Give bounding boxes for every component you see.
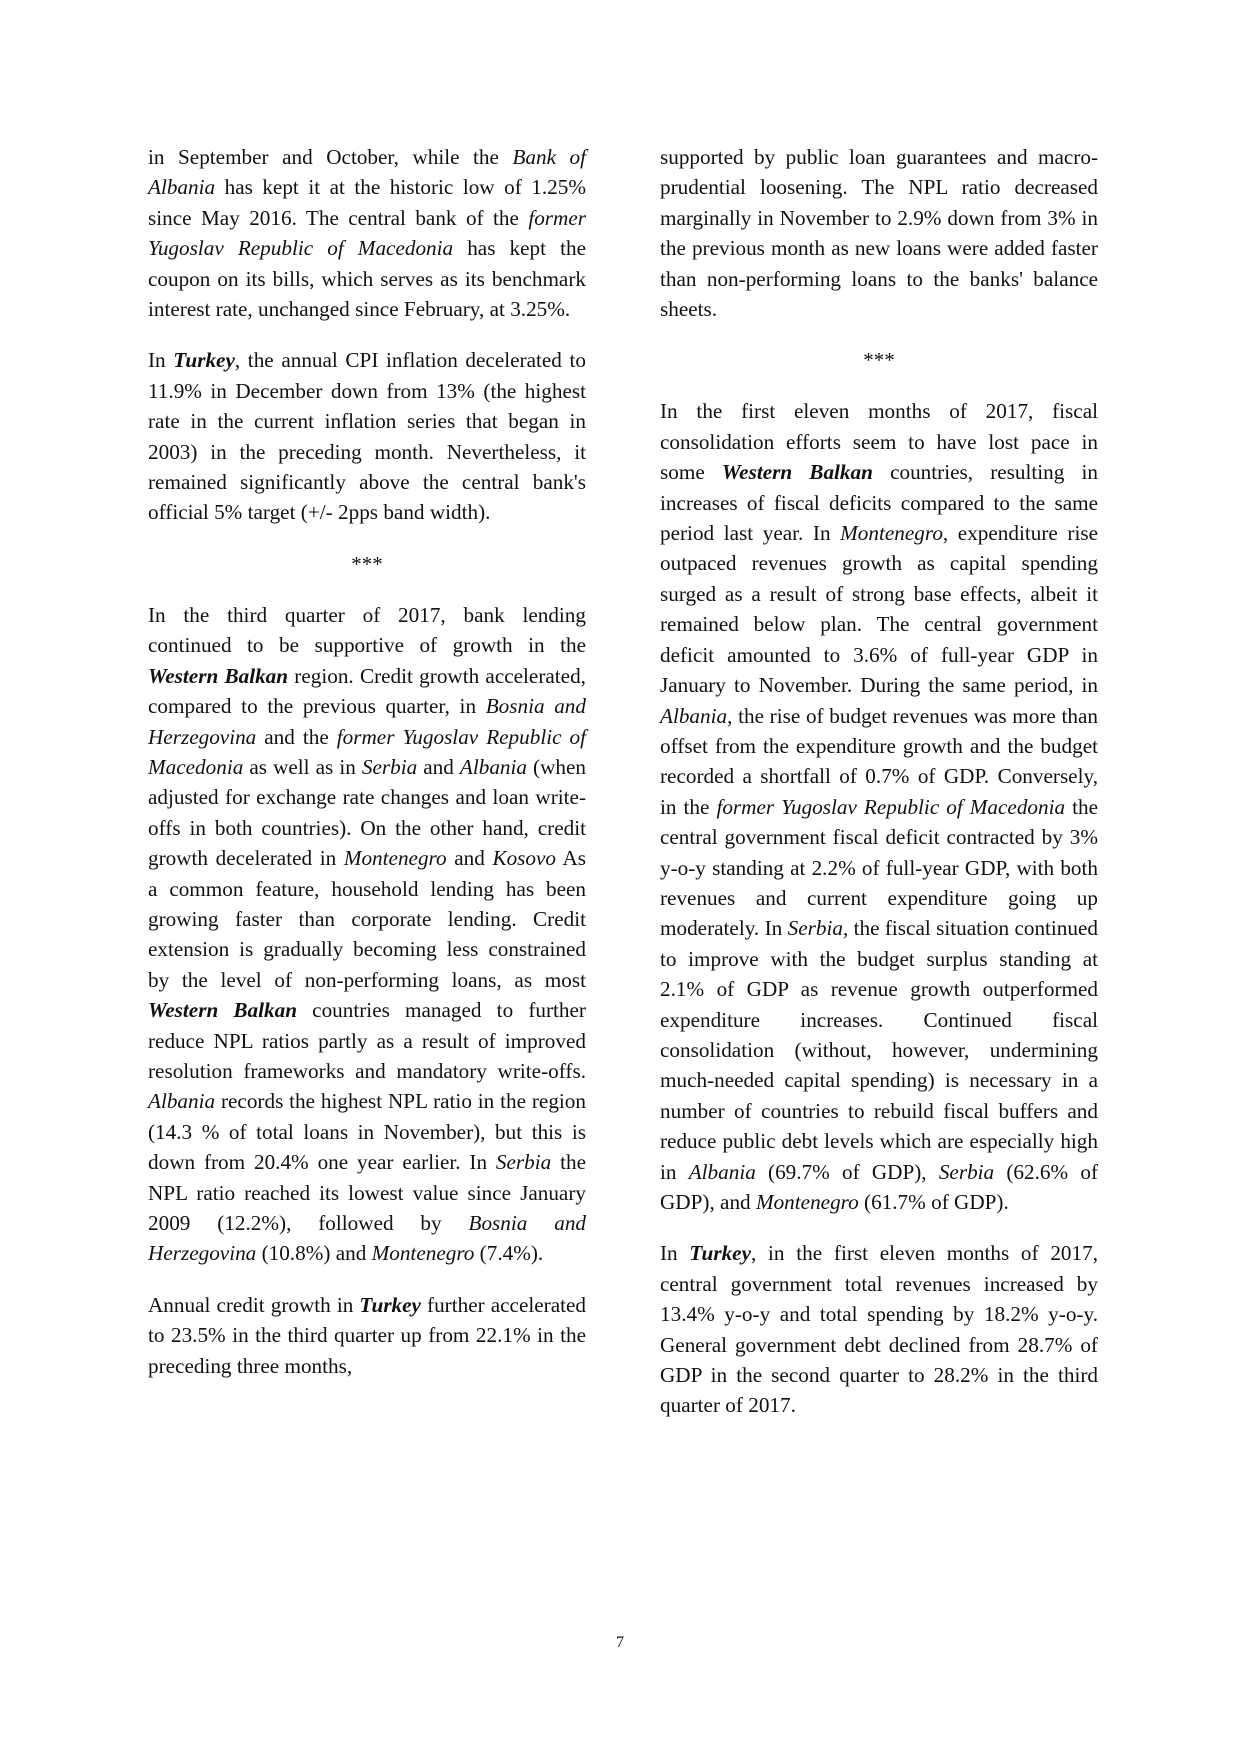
italic-term: Albania — [459, 754, 527, 779]
italic-term: Montenegro — [840, 521, 943, 546]
text-run: and — [446, 846, 493, 871]
italic-term: Serbia — [495, 1150, 552, 1175]
text-run: (when adjusted for exchange rate changes and loan write-offs in both countries). On the other hand, credit growth decelerated in — [148, 754, 586, 871]
italic-term: Bosnia and Herzegovina — [148, 694, 586, 749]
text-run: the central government fiscal deficit contracted by 3% y-o-y standing at 2.2% of full-year GDP, with both revenues and current expenditure going up moderately. In — [660, 794, 1098, 941]
paragraph — [660, 1238, 1098, 1420]
text-run: , expenditure rise outpaced revenues growth as capital spending surged as a result of strong base effects, albeit it remained below plan. The central government deficit amounted to 3.6% of full-year GDP in January to November. During the same period, in — [660, 521, 1098, 698]
paragraph — [148, 142, 586, 324]
bold-italic-term: Turkey — [173, 348, 235, 373]
text-run: records the highest NPL ratio in the region (14.3 % of total loans in November), but this is down from 20.4% one year earlier. In — [148, 1089, 586, 1175]
bold-italic-term: Western Balkan — [721, 460, 873, 485]
italic-term: Montenegro — [755, 1190, 859, 1214]
page-number: 7 — [616, 1634, 624, 1651]
text-run: countries, resulting in increases of fiscal deficits compared to the same period last year. In — [660, 460, 1098, 546]
italic-term: former Yugoslav Republic of Macedonia — [148, 724, 586, 779]
text-run: and the — [256, 724, 337, 749]
text-run: has kept it at the historic low of 1.25% since May 2016. The central bank of the — [148, 175, 586, 230]
italic-term: Montenegro — [371, 1241, 475, 1266]
italic-term: Bosnia and Herzegovina — [148, 1211, 587, 1266]
text-run: (10.8%) and — [256, 1241, 372, 1266]
italic-term: Albania — [688, 1159, 756, 1184]
text-run: (7.4%). — [474, 1241, 544, 1266]
bold-italic-term: Turkey — [359, 1292, 421, 1317]
italic-term: Bank of Albania — [148, 145, 587, 200]
text-run: in September and October, while the — [148, 145, 513, 169]
italic-term: Serbia — [361, 754, 418, 779]
right-column — [660, 142, 1098, 1442]
text-run: countries managed to further reduce NPL ratios partly as a result of improved resolution frameworks and mandatory write-offs. — [148, 998, 586, 1083]
text-run: as well as in — [243, 754, 362, 779]
italic-term: former Yugoslav Republic of Macedonia — [716, 794, 1066, 819]
paragraph — [148, 600, 586, 1269]
text-run: , the annual CPI inflation decelerated to 11.9% in December down from 13% (the highest rate in the current inflation series that began in 2003) in the preceding month. Nevertheless, it remained significantly above the central bank's official 5% target (+/- 2pps band width). — [148, 348, 586, 525]
section-separator: *** — [351, 551, 383, 576]
text-run: , the rise of budget revenues was more than offset from the expenditure growth and the budget recorded a shortfall of 0.7% of GDP. Conversely, in the — [660, 703, 1098, 819]
text-run: In — [660, 1241, 690, 1266]
text-run: In the third quarter of 2017, bank lending continued to be supportive of growth in the — [148, 602, 586, 658]
text-run: In the first eleven months of 2017, fiscal consolidation efforts seem to have lost pace in some — [660, 399, 1098, 485]
italic-term: Montenegro — [343, 846, 447, 871]
italic-term: former Yugoslav Republic of Macedonia — [148, 205, 586, 261]
text-run: the NPL ratio reached its lowest value since January 2009 (12.2%), followed by — [148, 1150, 586, 1235]
bold-italic-term: Western Balkan — [148, 998, 297, 1023]
text-run: and — [417, 754, 460, 779]
paragraph — [148, 1290, 586, 1381]
italic-term: Kosovo — [492, 846, 556, 871]
text-run: (69.7% of GDP), — [755, 1159, 939, 1184]
italic-term: Albania — [148, 1089, 216, 1114]
paragraph — [660, 142, 1098, 324]
italic-term: Serbia — [938, 1159, 995, 1184]
text-run: (62.6% of GDP), and — [660, 1159, 1099, 1214]
bold-italic-term: Turkey — [689, 1241, 751, 1266]
bold-italic-term: Western Balkan — [148, 663, 289, 688]
text-run: has kept the coupon on its bills, which serves as its benchmark interest rate, unchanged since February, at 3.25%. — [148, 236, 586, 322]
paragraph — [660, 396, 1098, 1217]
text-run: (61.7% of GDP). — [858, 1190, 1009, 1214]
text-run: , in the first eleven months of 2017, central government total revenues increased by 13.4% y-o-y and total spending by 18.2% y-o-y. General government debt declined from 28.7% of GDP in the second quarter to 28.2% in the third quarter of 2017. — [660, 1241, 1099, 1418]
text-run: further accelerated to 23.5% in the third quarter up from 22.1% in the preceding three months, — [148, 1292, 586, 1378]
text-run: As a common feature, household lending has been growing faster than corporate lending. Credit extension is gradually becoming less constrained by the level of non-performing loans, as most — [148, 846, 586, 992]
text-run: Annual credit growth in — [148, 1292, 360, 1317]
paragraph — [148, 345, 586, 527]
italic-term: Albania — [660, 703, 728, 728]
text-run: region. Credit growth accelerated, compared to the previous quarter, in — [148, 663, 586, 719]
section-separator: *** — [863, 348, 895, 373]
text-run: In — [148, 348, 174, 373]
left-column — [148, 142, 586, 1402]
text-run: , the fiscal situation continued to improve with the budget surplus standing at 2.1% of GDP as revenue growth outperformed expenditure increases. Continued fiscal consolidation (without, however, undermining much-needed capital spending) is necessary in a number of countries to rebuild fiscal buffers and reduce public debt levels which are especially high in — [660, 916, 1098, 1184]
italic-term: Serbia — [787, 916, 843, 941]
text-run: supported by public loan guarantees and macro-prudential loosening. The NPL ratio decreased marginally in November to 2.9% down from 3% in the previous month as new loans were added faster than non-performing loans to the banks' balance sheets. — [660, 145, 1098, 322]
